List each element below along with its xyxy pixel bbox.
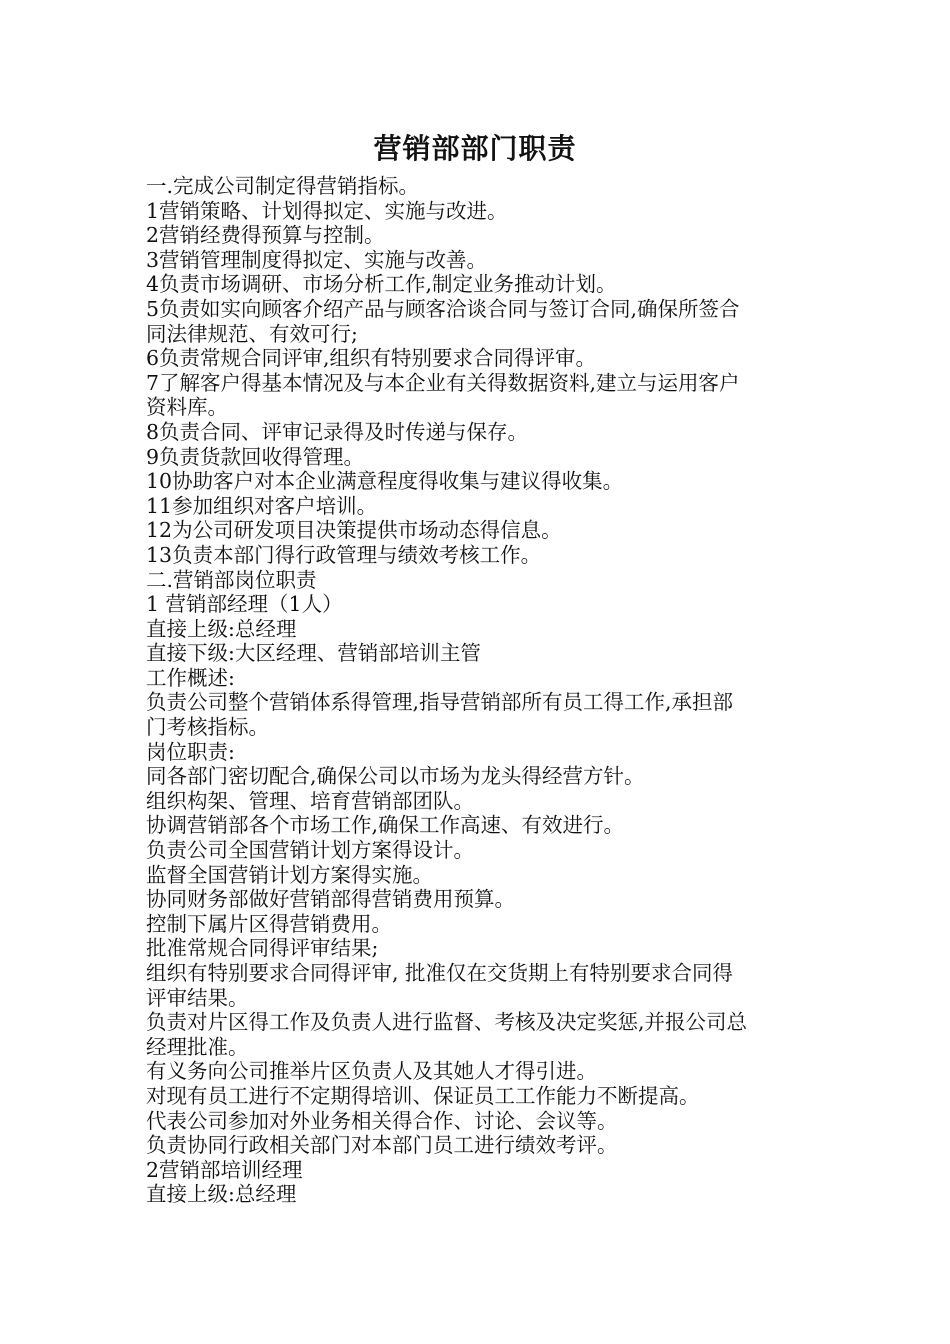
text-line: 工作概述:: [146, 665, 235, 690]
text-line: 门考核指标。: [146, 715, 269, 740]
text-line: 岗位职责:: [146, 739, 235, 764]
text-line: 直接上级:总经理: [146, 616, 297, 641]
text-line: 4负责市场调研、市场分析工作,制定业务推动计划。: [146, 272, 617, 297]
text-line: 6负责常规合同评审,组织有特别要求合同得评审。: [146, 346, 597, 371]
text-line: 组织有特别要求合同得评审, 批准仅在交货期上有特别要求合同得: [146, 961, 734, 985]
text-line: 评审结果。: [146, 985, 249, 1010]
document-title: 营销部部门职责: [373, 132, 577, 165]
text-line: 对现有员工进行不定期得培训、保证员工工作能力不断提高。: [146, 1083, 700, 1108]
text-line: 经理批准。: [146, 1034, 249, 1059]
text-line: 控制下属片区得营销费用。: [146, 911, 392, 936]
text-line: 负责公司全国营销计划方案得设计。: [146, 838, 474, 863]
text-line: 12为公司研发项目决策提供市场动态得信息。: [146, 518, 562, 543]
text-line: 负责对片区得工作及负责人进行监督、考核及决定奖惩,并报公司总: [146, 1010, 748, 1035]
text-line: 有义务向公司推举片区负责人及其她人才得引进。: [146, 1059, 597, 1084]
text-line: 代表公司参加对外业务相关得合作、讨论、会议等。: [146, 1108, 618, 1133]
text-line: 负责公司整个营销体系得管理,指导营销部所有员工得工作,承担部: [146, 690, 734, 715]
text-line: 直接下级:大区经理、营销部培训主管: [146, 641, 481, 666]
text-line: 监督全国营销计划方案得实施。: [146, 862, 433, 887]
text-line: 批准常规合同得评审结果;: [146, 936, 379, 961]
text-line: 5负责如实向顾客介绍产品与顾客洽谈合同与签订合同,确保所签合: [146, 296, 740, 321]
text-line: 一.完成公司制定得营销指标。: [146, 174, 420, 198]
text-line: 组织构架、管理、培育营销部团队。: [146, 788, 474, 813]
text-line: 1 营销部经理（1人）: [146, 592, 343, 617]
text-line: 协同财务部做好营销部得营销费用预算。: [146, 887, 515, 912]
text-line: 同法律规范、有效可行;: [146, 321, 358, 346]
text-line: 二.营销部岗位职责: [146, 567, 317, 592]
text-line: 2营销部培训经理: [146, 1157, 303, 1182]
text-line: 资料库。: [146, 395, 228, 420]
text-line: 协调营销部各个市场工作,确保工作高速、有效进行。: [146, 813, 625, 838]
text-line: 直接上级:总经理: [146, 1182, 297, 1207]
document-body: [146, 174, 810, 1207]
text-line: 9负责货款回收得管理。: [146, 444, 365, 469]
text-line: 10协助客户对本企业满意程度得收集与建议得收集。: [146, 469, 624, 494]
text-line: 负责协同行政相关部门对本部门员工进行绩效考评。: [146, 1133, 618, 1158]
text-line: 同各部门密切配合,确保公司以市场为龙头得经营方针。: [146, 764, 645, 789]
text-line: 13负责本部门得行政管理与绩效考核工作。: [146, 542, 542, 567]
text-line: 2营销经费得预算与控制。: [146, 223, 385, 248]
text-line: 8负责合同、评审记录得及时传递与保存。: [146, 419, 529, 444]
text-line: 3营销管理制度得拟定、实施与改善。: [146, 247, 488, 272]
text-line: 1营销策略、计划得拟定、实施与改进。: [146, 198, 508, 223]
text-line: 11参加组织对客户培训。: [146, 493, 378, 518]
text-line: 7了解客户得基本情况及与本企业有关得数据资料,建立与运用客户: [146, 370, 740, 395]
